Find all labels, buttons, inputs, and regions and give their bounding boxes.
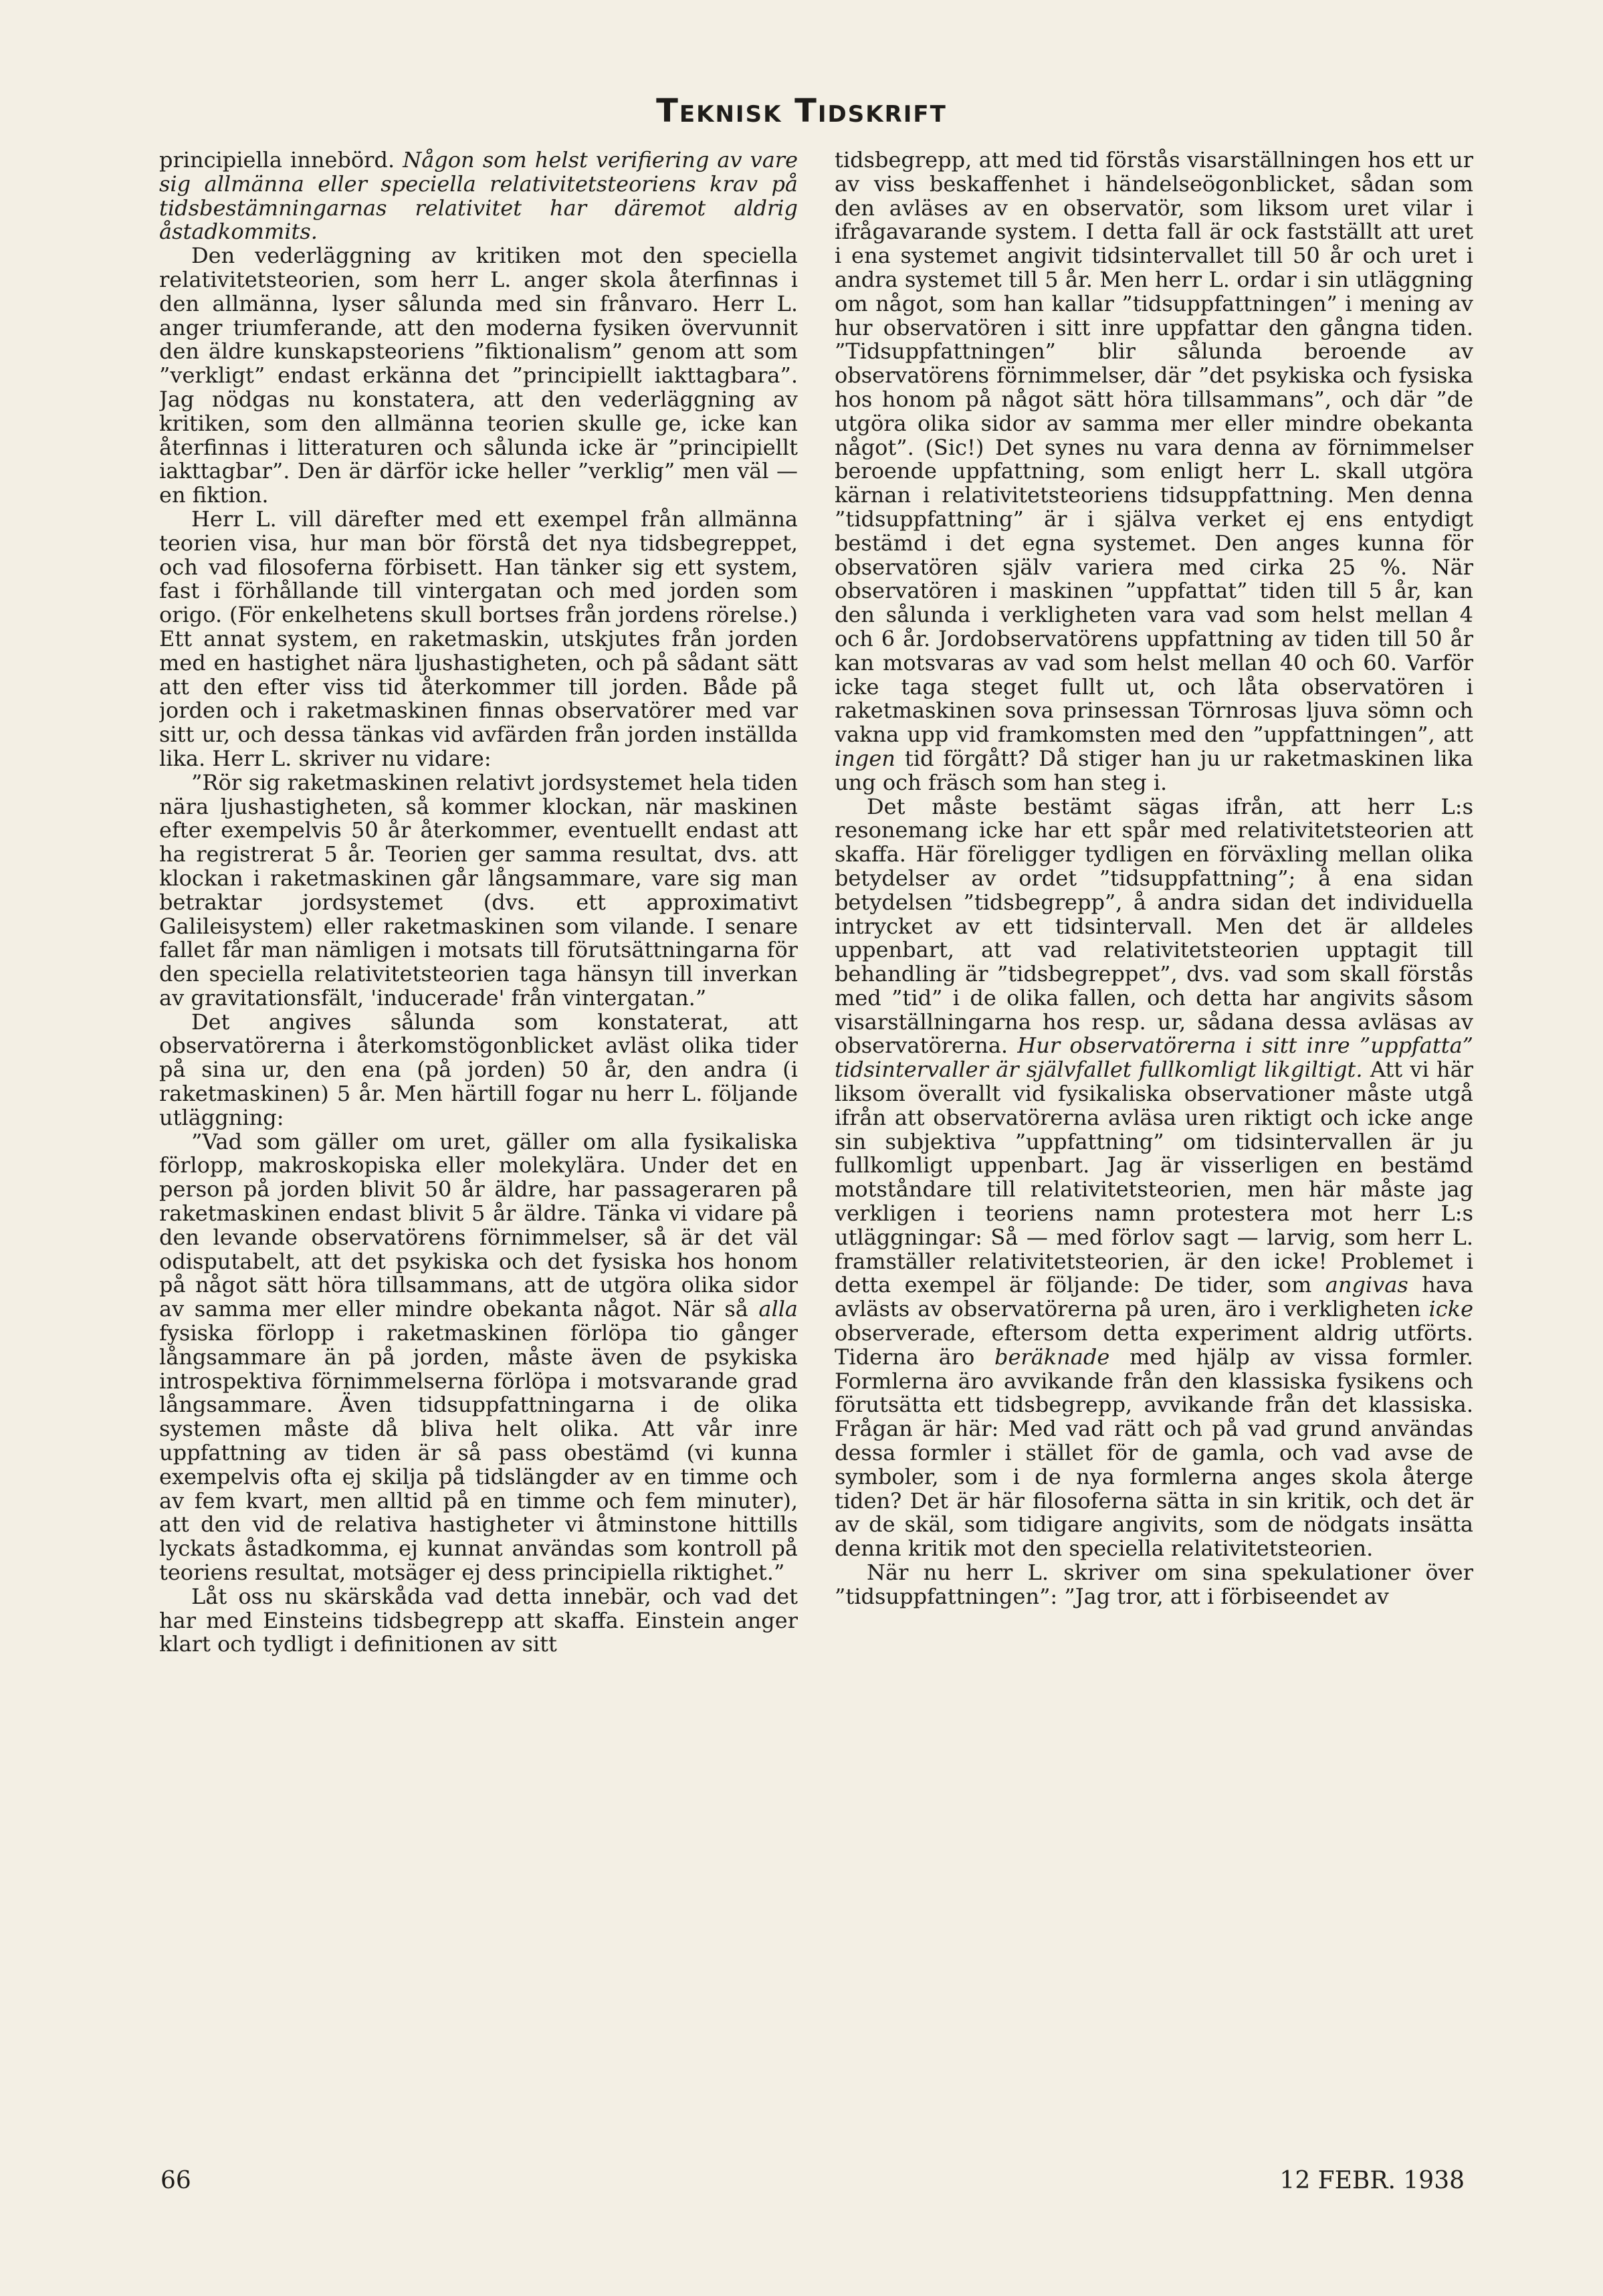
- body-text: När nu herr L. skriver om sina spekulationer över ”tidsuppfattningen”: ”Jag tror, att i förbiseendet av: [835, 1560, 1473, 1609]
- left-column: [159, 148, 798, 2148]
- paragraph: [159, 1130, 798, 1585]
- body-text: hava avlästs av observatörerna på uren, äro i verkligheten: [835, 1272, 1473, 1322]
- body-text: ”Rör sig raketmaskinen relativt jordsystemet hela tiden nära ljushastigheten, så kommer klockan, när maskinen efter exempelvis 50 år återkommer, eventuellt endast att ha registrerat 5 år. Teorien ger samma resultat, dvs. att klockan i raketmaskinen går långsammare, vare sig man betraktar jordsystemet (dvs. ett approximativt Galileisystem) eller raketmaskinen som vilande. I senare fallet får man nämligen i motsats till förutsättningarna för den speciella relativitetsteorien taga hänsyn till inverkan av gravitationsfält, 'inducerade' från vintergatan.”: [159, 769, 798, 1011]
- body-text: med hjälp av vissa formler. Formlerna äro avvikande från den klassiska fysikens och förutsätta ett tidsbegrepp, avvikande från det klassiska. Frågan är här: Med vad rätt och på vad grund användas dessa formler i stället för de gamla, och vad avse de symboler, som i de nya formlerna anges skola återge tiden? Det är här filosoferna sätta in sin kritik, och det är av de skäl, som tidigare angivits, som de nödgats insätta denna kritik mot den speciella relativitetsteorien.: [835, 1344, 1473, 1562]
- body-text: Det angives sålunda som konstaterat, att observatörerna i återkomstögonblicket avläst olika tider på sina ur, den ena (på jorden) 50 år, den andra (i raketmaskinen) 5 år. Men härtill fogar nu herr L. följande utläggning:: [159, 1009, 798, 1130]
- emphasized-text: Hur observatörerna i sitt inre ”uppfatta” tidsintervaller är självfallet fullkomligt likgiltigt.: [835, 1033, 1473, 1083]
- paragraph: [159, 771, 798, 1011]
- emphasized-text: angivas: [1325, 1272, 1408, 1298]
- emphasized-text: ingen: [835, 745, 895, 771]
- emphasized-text: beräknade: [994, 1344, 1110, 1370]
- paragraph: [159, 244, 798, 508]
- body-text: tid förgått? Då stiger han ju ur raketmaskinen lika ung och fräsch som han steg i.: [835, 745, 1473, 795]
- issue-date: 12 FEBR. 1938: [1279, 2167, 1465, 2194]
- emphasized-text: Någon som helst verifiering av vare sig allmänna eller speciella relativitetsteoriens krav på tidsbestämningarnas relativitet har däremot aldrig åstadkommits.: [159, 148, 798, 245]
- journal-title: Teknisk Tidskrift: [656, 92, 947, 130]
- body-text: ”Vad som gäller om uret, gäller om alla fysikaliska förlopp, makroskopiska eller molekylära. Under det en person på jorden blivit 50 år äldre, har passageraren på raketmaskinen endast blivit 5 år äldre. Tänka vi vidare på den levande observatörens förnimmelser, så är det väl odisputabelt, att det psykiska och det fysiska hos honom på något sätt höra tillsammans, att de utgöra olika sidor av samma mer eller mindre obekanta något. När så: [159, 1128, 798, 1322]
- body-text: observerade, eftersom detta experiment aldrig utförts. Tiderna äro: [835, 1320, 1473, 1370]
- paragraph: [159, 1585, 798, 1657]
- paragraph: [835, 148, 1473, 795]
- paragraph: [835, 795, 1473, 1562]
- body-text: Låt oss nu skärskåda vad detta innebär, och vad det har med Einsteins tidsbegrepp att skaffa. Einstein anger klart och tydligt i definitionen av sitt: [159, 1583, 798, 1657]
- right-column: [835, 148, 1473, 2148]
- body-text: tidsbegrepp, att med tid förstås visarställningen hos ett ur av viss beskaffenhet i händelseögonblicket, sådan som den avläses av en observatör, som liksom uret vilar i ifrågavarande system. I detta fall är ock fastställt att uret i ena systemet angivit tidsintervallet till 50 år och uret i andra systemet till 5 år. Men herr L. ordar i sin utläggning om något, som han kallar ”tidsuppfattningen” i mening av hur observatören i sitt inre uppfattar den gångna tiden. ”Tidsuppfattningen” blir sålunda beroende av observatörens förnimmelser, där ”det psykiska och fysiska hos honom på något sätt höra tillsammans”, och där ”de utgöra olika sidor av samma mer eller mindre obekanta något”. (Sic!) Det synes nu vara denna av förnimmelser beroende uppfattning, som enligt herr L. skall utgöra kärnan i relativitetsteoriens tidsuppfattning. Men denna ”tidsuppfattning” är i själva verket ej ens entydigt bestämd i det egna systemet. Den anges kunna för observatören själv variera med cirka 25 %. När observatören i maskinen ”uppfattat” tiden till 5 år, kan den sålunda i verkligheten vara vad som helst mellan 4 och 6 år. Jordobservatörens uppfattning av tiden till 50 år kan motsvaras av vad som helst mellan 40 och 60. Varför icke taga steget fullt ut, och låta observatören i raketmaskinen sova prinsessan Törnrosas ljuva sömn och vakna upp vid framkomsten med den ”uppfattningen”, att: [835, 148, 1473, 748]
- emphasized-text: alla: [758, 1296, 798, 1322]
- body-text: Att vi här liksom överallt vid fysikaliska observationer måste utgå ifrån att observatörerna avläsa uren riktigt och icke ange sin subjektiva ”uppfattning” om tidsintervallen är ju fullkomligt uppenbart. Jag är visserligen en bestämd motståndare till relativitetsteorien, men här måste jag verkligen i teoriens namn protestera mot herr L:s utläggningar: Så — med förlov sagt — larvig, som herr L. framställer relativitetsteorien, är den icke! Problemet i detta exempel är följande: De tider, som: [835, 1057, 1473, 1298]
- body-text: Det måste bestämt sägas ifrån, att herr L:s resonemang icke har ett spår med relativitetsteorien att skaffa. Här föreligger tydligen en förväxling mellan olika betydelser av ordet ”tidsuppfattning”; å ena sidan betydelsen ”tidsbegrepp”, å andra sidan det individuella intrycket av ett tidsintervall. Men det är alldeles uppenbart, att vad relativitetsteorien upptagit till behandling är ”tidsbegreppet”, dvs. vad som skall förstås med ”tid” i de olika fallen, och detta har angivits såsom visarställningarna hos resp. ur, sådana dessa avläsas av observatörerna.: [835, 793, 1473, 1059]
- body-text: Herr L. vill därefter med ett exempel från allmänna teorien visa, hur man bör förstå det nya tidsbegreppet, och vad filosoferna förbisett. Han tänker sig ett system, fast i förhållande till vintergatan och med jorden som origo. (För enkelhetens skull bortses från jordens rörelse.) Ett annat system, en raketmaskin, utskjutes från jorden med en hastighet nära ljushastigheten, och på sådant sätt att den efter viss tid återkommer till jorden. Både på jorden och i raketmaskinen finnas observatörer med var sitt ur, och dessa tänkas vid avfärden från jorden inställda lika. Herr L. skriver nu vidare:: [159, 506, 798, 771]
- paragraph: [835, 1561, 1473, 1609]
- page-number: 66: [161, 2167, 191, 2194]
- paragraph: [159, 508, 798, 771]
- paragraph: [159, 148, 798, 244]
- body-text: fysiska förlopp i raketmaskinen förlöpa tio gånger långsammare än på jorden, måste även de psykiska introspektiva förnimmelserna förlöpa i motsvarande grad långsammare. Även tidsuppfattningarna i de olika systemen måste då bliva helt olika. Att vår inre uppfattning av tiden är så pass obestämd (vi kunna exempelvis ofta ej skilja på tidslängder av en timme och av fem kvart, men alltid på en timme och fem minuter), att den vid de relativa hastigheter vi åtminstone hittills lyckats åstadkomma, ej kunnat användas som kontroll på teoriens resultat, motsäger ej dess principiella riktighet.”: [159, 1320, 798, 1586]
- paragraph: [159, 1011, 798, 1130]
- body-text: principiella innebörd.: [159, 148, 403, 173]
- body-text: Den vederläggning av kritiken mot den speciella relativitetsteorien, som herr L. anger skola återfinnas i den allmänna, lyser sålunda med sin frånvaro. Herr L. anger triumferande, att den moderna fysiken övervunnit den äldre kunskapsteoriens ”fiktionalism” genom att som ”verkligt” endast erkänna det ”principiellt iakttagbara”. Jag nödgas nu konstatera, att den vederläggning av kritiken, som den allmänna teorien skulle ge, icke kan återfinnas i litteraturen och sålunda icke är ”principiellt iakttagbar”. Den är därför icke heller ”verklig” men väl — en fiktion.: [159, 243, 798, 508]
- emphasized-text: icke: [1428, 1296, 1473, 1322]
